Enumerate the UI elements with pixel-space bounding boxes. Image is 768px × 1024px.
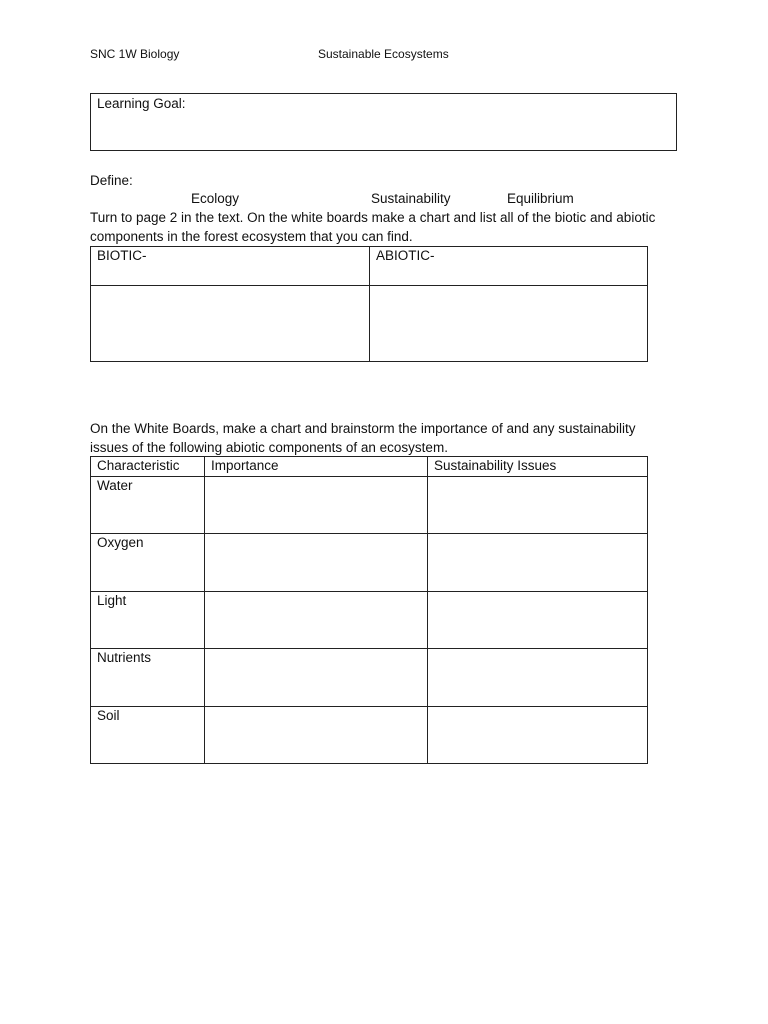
abiotic-header: ABIOTIC- — [370, 247, 648, 286]
learning-goal-label: Learning Goal: — [97, 96, 186, 111]
row-label-soil: Soil — [91, 707, 205, 764]
define-term-sustainability: Sustainability — [371, 191, 451, 206]
characteristic-header: Characteristic — [91, 457, 205, 477]
sustainability-cell — [428, 649, 648, 707]
define-label: Define: — [90, 173, 133, 188]
sustainability-cell — [428, 534, 648, 592]
abiotic-instructions: On the White Boards, make a chart and brainstorm the importance of and any sustainability issues of the following abiotic components of an ecosystem. — [90, 421, 636, 455]
sustainability-cell — [428, 477, 648, 534]
table-row — [91, 592, 648, 649]
table-row — [91, 477, 648, 534]
importance-header: Importance — [205, 457, 428, 477]
importance-cell — [205, 534, 428, 592]
abiotic-components-table — [90, 456, 648, 764]
row-label-nutrients: Nutrients — [91, 649, 205, 707]
biotic-abiotic-table — [90, 246, 648, 362]
define-term-equilibrium: Equilibrium — [507, 191, 574, 206]
course-title: SNC 1W Biology — [90, 47, 180, 61]
abiotic-cell — [370, 286, 648, 362]
sustainability-cell — [428, 707, 648, 764]
importance-cell — [205, 592, 428, 649]
unit-title: Sustainable Ecosystems — [318, 47, 449, 61]
sustainability-issues-header: Sustainability Issues — [428, 457, 648, 477]
biotic-header: BIOTIC- — [91, 247, 370, 286]
table-row — [91, 649, 648, 707]
table-row — [91, 286, 648, 362]
row-label-light: Light — [91, 592, 205, 649]
biotic-instructions: Turn to page 2 in the text. On the white boards make a chart and list all of the biotic and abiotic components in the forest ecosystem that you can find. — [90, 210, 656, 244]
define-term-ecology: Ecology — [191, 191, 240, 206]
importance-cell — [205, 649, 428, 707]
table-header-row — [91, 247, 648, 286]
table-row — [91, 534, 648, 592]
table-header-row — [91, 457, 648, 477]
importance-cell — [205, 707, 428, 764]
row-label-oxygen: Oxygen — [91, 534, 205, 592]
learning-goal-box — [90, 93, 677, 151]
sustainability-cell — [428, 592, 648, 649]
importance-cell — [205, 477, 428, 534]
biotic-cell — [91, 286, 370, 362]
row-label-water: Water — [91, 477, 205, 534]
table-row — [91, 707, 648, 764]
